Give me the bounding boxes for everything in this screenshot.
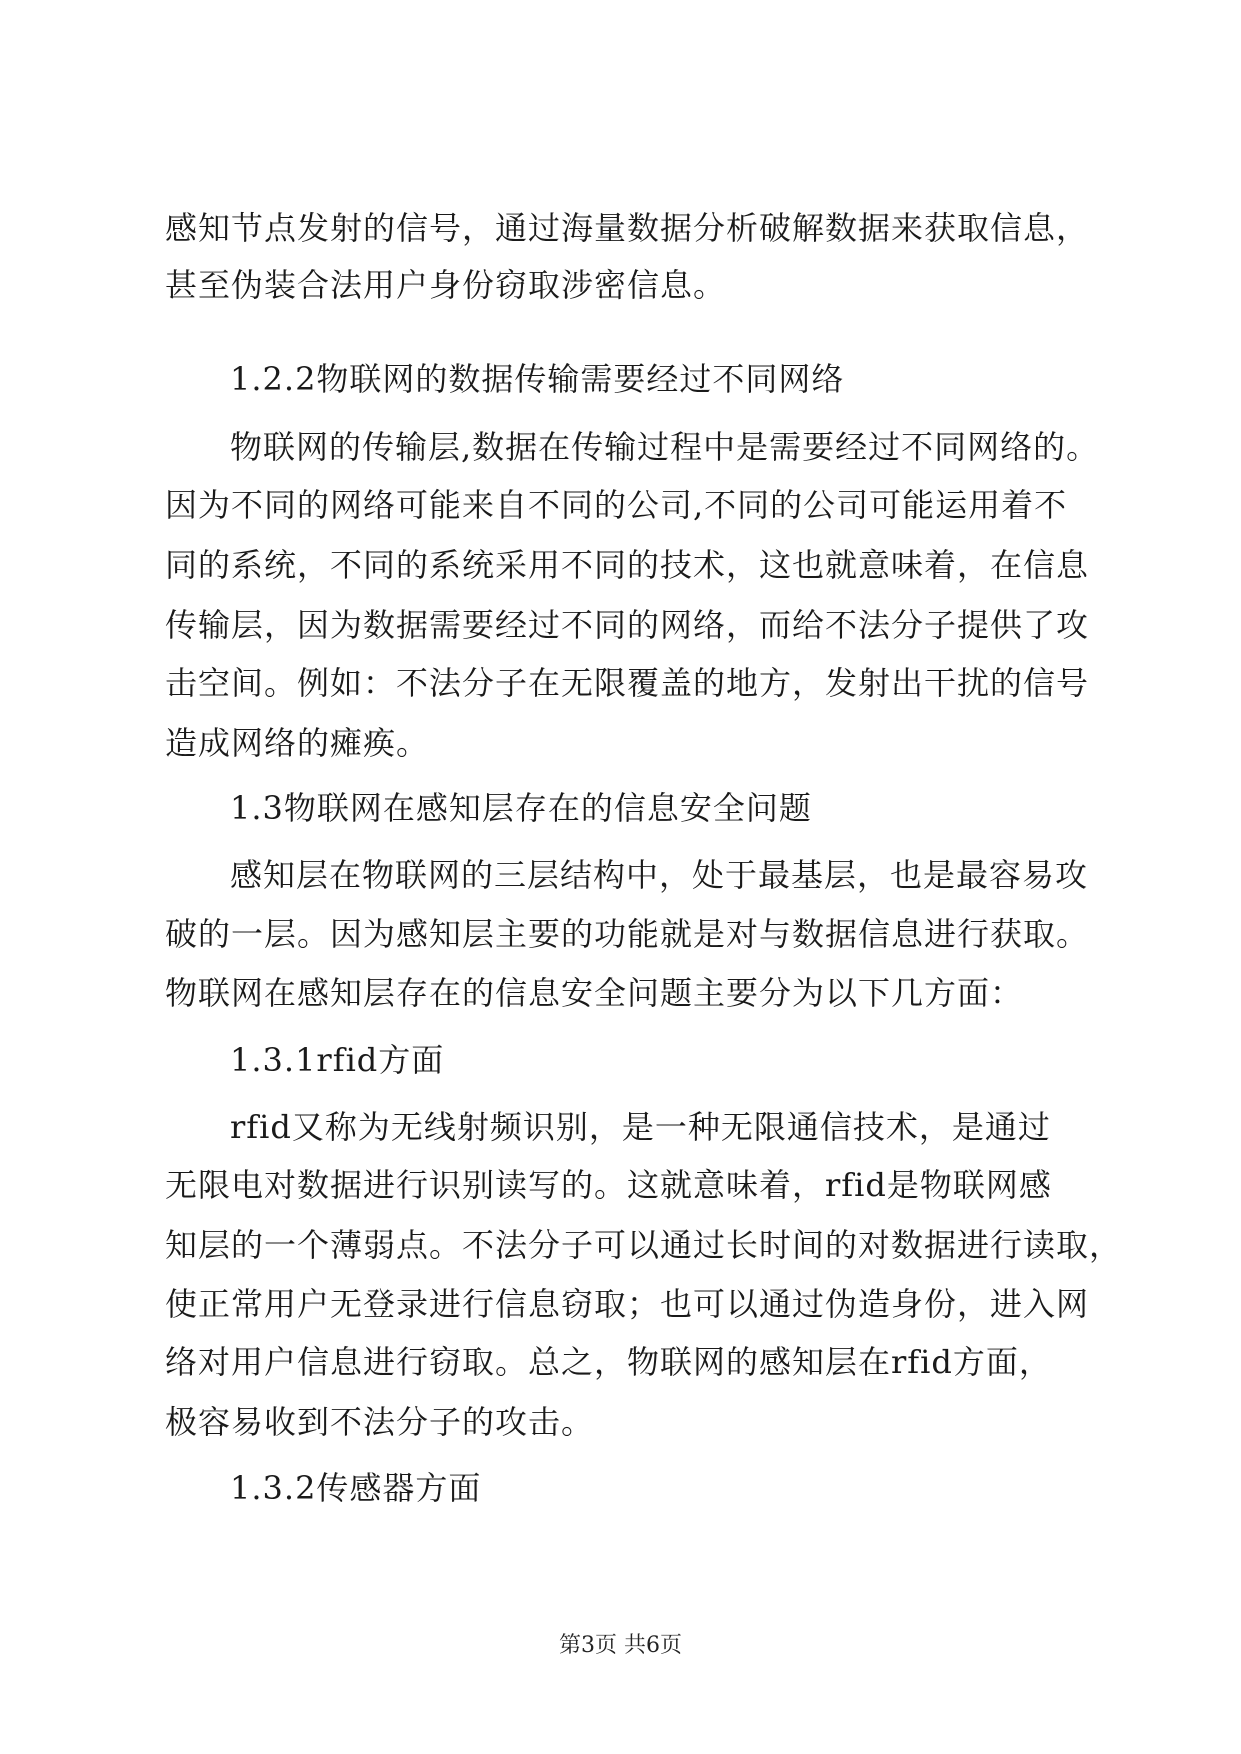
paragraph-line: 击空间。例如：不法分子在无限覆盖的地方，发射出干扰的信号 [165, 664, 1090, 702]
paragraph-line: 造成网络的瘫痪。 [165, 724, 430, 762]
section-heading: 1.2.2物联网的数据传输需要经过不同网络 [230, 360, 845, 398]
section-heading: 1.3.1rfid方面 [230, 1041, 445, 1079]
paragraph-line: 物联网的传输层,数据在传输过程中是需要经过不同网络的。 [230, 428, 1100, 466]
paragraph-line: 极容易收到不法分子的攻击。 [165, 1403, 595, 1441]
paragraph-line: 破的一层。因为感知层主要的功能就是对与数据信息进行获取。 [165, 915, 1090, 953]
paragraph-line: 无限电对数据进行识别读写的。这就意味着，rfid是物联网感 [165, 1166, 1052, 1204]
paragraph-line: rfid又称为无线射频识别，是一种无限通信技术，是通过 [230, 1108, 1051, 1146]
paragraph-line: 物联网在感知层存在的信息安全问题主要分为以下几方面： [165, 974, 1024, 1012]
paragraph-line: 知层的一个薄弱点。不法分子可以通过长时间的对数据进行读取， [165, 1226, 1123, 1264]
section-heading: 1.3.2传感器方面 [230, 1469, 482, 1507]
paragraph-line: 络对用户信息进行窃取。总之，物联网的感知层在rfid方面， [165, 1343, 1052, 1381]
paragraph-line: 甚至伪装合法用户身份窃取涉密信息。 [165, 266, 727, 304]
paragraph-line: 使正常用户无登录进行信息窃取；也可以通过伪造身份，进入网 [165, 1285, 1090, 1323]
paragraph-line: 感知节点发射的信号，通过海量数据分析破解数据来获取信息， [165, 209, 1090, 247]
paragraph-line: 感知层在物联网的三层结构中，处于最基层，也是最容易攻 [230, 856, 1089, 894]
paragraph-line: 因为不同的网络可能来自不同的公司,不同的公司可能运用着不 [165, 486, 1068, 524]
paragraph-line: 同的系统，不同的系统采用不同的技术，这也就意味着，在信息 [165, 546, 1090, 584]
paragraph-line: 传输层，因为数据需要经过不同的网络，而给不法分子提供了攻 [165, 606, 1090, 644]
page-number: 第3页 共6页 [559, 1633, 682, 1658]
section-heading: 1.3物联网在感知层存在的信息安全问题 [230, 789, 812, 827]
